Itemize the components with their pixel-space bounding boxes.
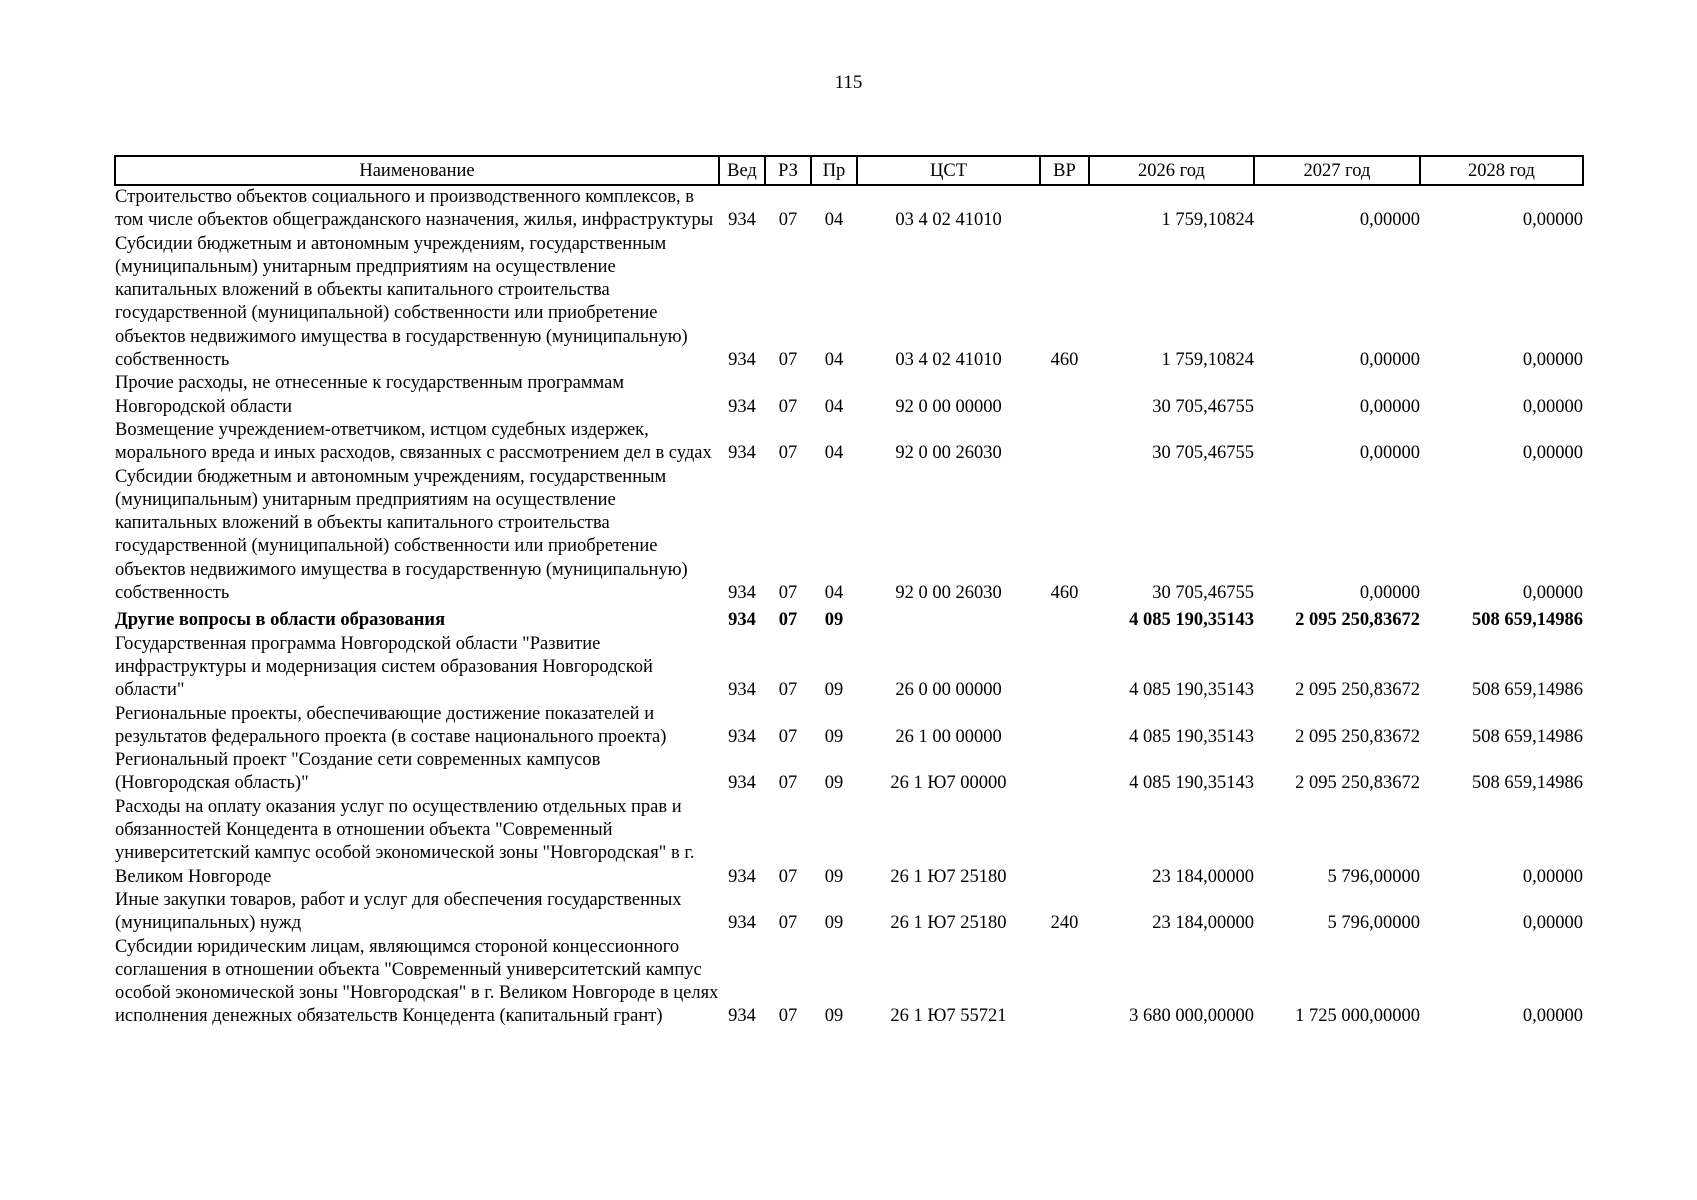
header-name: Наименование — [115, 156, 719, 185]
cell-2026: 1 759,10824 — [1161, 350, 1254, 371]
cell-vr: 240 — [1050, 913, 1079, 934]
cell-ved: 934 — [728, 866, 756, 887]
cell-2028: 0,00000 — [1522, 210, 1583, 231]
cell-name: Региональный проект "Создание сети современных кампусов (Новгородская область)" — [115, 750, 601, 794]
cell-pr: 04 — [824, 350, 844, 371]
cell-2026: 4 085 190,35143 — [1129, 726, 1254, 747]
cell-pr: 09 — [824, 726, 844, 747]
cell-vr — [1040, 936, 1089, 1029]
cell-pr: 09 — [824, 680, 844, 701]
cell-ved: 934 — [728, 583, 756, 604]
cell-ved: 934 — [728, 350, 756, 371]
cell-pr: 09 — [824, 913, 844, 934]
header-ved: Вед — [719, 156, 765, 185]
table-row — [115, 233, 1583, 373]
cell-2026: 23 184,00000 — [1152, 913, 1254, 934]
table-header-row — [115, 156, 1583, 185]
cell-2027: 0,00000 — [1359, 210, 1420, 231]
cell-2028: 0,00000 — [1522, 396, 1583, 417]
cell-name: Строительство объектов социального и производственного комплексов, в том числе объектов общегражданского назначения, жилья, инфраструктуры — [115, 187, 714, 231]
cell-cst: 26 0 00 00000 — [895, 680, 1002, 701]
cell-2026: 4 085 190,35143 — [1129, 773, 1254, 794]
cell-cst: 26 1 Ю7 00000 — [890, 773, 1007, 794]
cell-2026: 3 680 000,00000 — [1129, 1006, 1254, 1027]
cell-2027: 2 095 250,83672 — [1295, 680, 1420, 701]
table-row — [115, 889, 1583, 936]
table-row — [115, 185, 1583, 233]
cell-pr: 09 — [824, 610, 844, 631]
cell-2028: 508 659,14986 — [1472, 726, 1583, 747]
cell-ved: 934 — [728, 610, 756, 631]
cell-pr: 09 — [824, 773, 844, 794]
cell-vr — [1040, 372, 1089, 419]
cell-cst: 26 1 Ю7 55721 — [890, 1006, 1007, 1027]
cell-2027: 0,00000 — [1359, 396, 1420, 417]
cell-name: Прочие расходы, не отнесенные к государственным программам Новгородской области — [115, 373, 625, 417]
cell-pr: 04 — [824, 210, 844, 231]
cell-name: Иные закупки товаров, работ и услуг для обеспечения государственных (муниципальных) нужд — [115, 889, 682, 934]
header-vr: ВР — [1040, 156, 1089, 185]
cell-rz: 07 — [778, 610, 798, 631]
table-body — [115, 185, 1583, 1029]
cell-2026: 4 085 190,35143 — [1129, 680, 1254, 701]
table-row — [115, 703, 1583, 750]
cell-ved: 934 — [728, 773, 756, 794]
cell-2028: 0,00000 — [1522, 1006, 1583, 1027]
cell-pr: 04 — [824, 443, 844, 464]
cell-vr: 460 — [1050, 583, 1079, 604]
cell-2026: 30 705,46755 — [1152, 583, 1254, 604]
table-row — [115, 633, 1583, 703]
cell-cst: 92 0 00 26030 — [895, 583, 1002, 604]
header-cst: ЦСТ — [857, 156, 1040, 185]
cell-rz: 07 — [778, 443, 798, 464]
cell-cst — [857, 605, 1040, 632]
cell-cst: 92 0 00 26030 — [895, 443, 1002, 464]
cell-ved: 934 — [728, 680, 756, 701]
cell-cst: 03 4 02 41010 — [895, 210, 1002, 231]
cell-pr: 04 — [824, 396, 844, 417]
budget-table — [114, 155, 1584, 1029]
cell-name: Возмещение учреждением-ответчиком, истцом судебных издержек, морального вреда и иных расходов, связанных с рассмотрением дел в судах — [115, 419, 712, 464]
cell-2027: 2 095 250,83672 — [1295, 610, 1420, 631]
cell-2027: 0,00000 — [1359, 350, 1420, 371]
table-row — [115, 749, 1583, 796]
cell-pr: 09 — [824, 866, 844, 887]
header-2028: 2028 год — [1420, 156, 1583, 185]
cell-2028: 0,00000 — [1522, 583, 1583, 604]
cell-2027: 5 796,00000 — [1327, 913, 1420, 934]
cell-rz: 07 — [778, 726, 798, 747]
header-2027: 2027 год — [1254, 156, 1420, 185]
cell-2027: 2 095 250,83672 — [1295, 773, 1420, 794]
cell-vr — [1040, 185, 1089, 233]
header-2026: 2026 год — [1089, 156, 1254, 185]
cell-pr: 04 — [824, 583, 844, 604]
cell-2028: 508 659,14986 — [1472, 773, 1583, 794]
cell-rz: 07 — [778, 350, 798, 371]
cell-2026: 30 705,46755 — [1152, 396, 1254, 417]
cell-cst: 26 1 Ю7 25180 — [890, 866, 1007, 887]
cell-cst: 26 1 00 00000 — [895, 726, 1002, 747]
cell-2028: 508 659,14986 — [1472, 610, 1583, 631]
cell-2027: 5 796,00000 — [1327, 866, 1420, 887]
cell-2027: 2 095 250,83672 — [1295, 726, 1420, 747]
cell-ved: 934 — [728, 396, 756, 417]
table-row — [115, 466, 1583, 606]
cell-rz: 07 — [778, 1006, 798, 1027]
cell-rz: 07 — [778, 583, 798, 604]
cell-2027: 0,00000 — [1359, 443, 1420, 464]
cell-name: Субсидии юридическим лицам, являющимся стороной концессионного соглашения в отношении объекта "Современный университетский кампус особой экономической зоны "Новгородская" в г. Великом Новгороде в целях исполнения денежных обязательств Концедента (капитальный грант) — [115, 936, 719, 1027]
cell-2026: 23 184,00000 — [1152, 866, 1254, 887]
cell-name: Расходы на оплату оказания услуг по осуществлению отдельных прав и обязанностей Концедента в отношении объекта "Современный университетский кампус особой экономической зоны "Новгородская" в г. Великом Новгороде — [115, 796, 695, 887]
cell-rz: 07 — [778, 396, 798, 417]
cell-name: Субсидии бюджетным и автономным учреждениям, государственным (муниципальным) унитарным предприятиям на осуществление капитальных вложений в объекты капитального строительства государственной (муниципальной) собственности или приобретение объектов недвижимого имущества в государственную (муниципальную) собственность — [115, 233, 688, 371]
cell-ved: 934 — [728, 1006, 756, 1027]
cell-pr: 09 — [824, 1006, 844, 1027]
cell-vr — [1040, 605, 1089, 632]
section-total-row — [115, 605, 1583, 632]
table-row — [115, 372, 1583, 419]
cell-ved: 934 — [728, 726, 756, 747]
cell-cst: 03 4 02 41010 — [895, 350, 1002, 371]
cell-cst: 92 0 00 00000 — [895, 396, 1002, 417]
cell-2026: 4 085 190,35143 — [1129, 610, 1254, 631]
cell-ved: 934 — [728, 210, 756, 231]
page-number: 115 — [834, 72, 863, 93]
cell-ved: 934 — [728, 443, 756, 464]
cell-2028: 508 659,14986 — [1472, 680, 1583, 701]
cell-rz: 07 — [778, 913, 798, 934]
cell-2027: 1 725 000,00000 — [1295, 1006, 1420, 1027]
cell-2026: 30 705,46755 — [1152, 443, 1254, 464]
cell-ved: 934 — [728, 913, 756, 934]
cell-rz: 07 — [778, 866, 798, 887]
cell-name: Другие вопросы в области образования — [115, 610, 446, 631]
cell-vr — [1040, 796, 1089, 889]
cell-2027: 0,00000 — [1359, 583, 1420, 604]
table-row — [115, 796, 1583, 889]
cell-2028: 0,00000 — [1522, 866, 1583, 887]
cell-2028: 0,00000 — [1522, 350, 1583, 371]
cell-rz: 07 — [778, 680, 798, 701]
cell-vr — [1040, 703, 1089, 750]
cell-2028: 0,00000 — [1522, 913, 1583, 934]
cell-rz: 07 — [778, 773, 798, 794]
cell-vr — [1040, 749, 1089, 796]
cell-2028: 0,00000 — [1522, 443, 1583, 464]
table-row — [115, 936, 1583, 1029]
cell-vr — [1040, 419, 1089, 466]
cell-vr — [1040, 633, 1089, 703]
header-pr: Пр — [811, 156, 857, 185]
cell-2026: 1 759,10824 — [1161, 210, 1254, 231]
cell-rz: 07 — [778, 210, 798, 231]
header-rz: РЗ — [765, 156, 811, 185]
cell-name: Государственная программа Новгородской области "Развитие инфраструктуры и модернизация систем образования Новгородской области" — [115, 633, 653, 701]
cell-name: Субсидии бюджетным и автономным учреждениям, государственным (муниципальным) унитарным предприятиям на осуществление капитальных вложений в объекты капитального строительства государственной (муниципальной) собственности или приобретение объектов недвижимого имущества в государственную (муниципальную) собственность — [115, 466, 688, 604]
cell-vr: 460 — [1050, 350, 1079, 371]
cell-name: Региональные проекты, обеспечивающие достижение показателей и результатов федерального проекта (в составе национального проекта) — [115, 703, 667, 747]
cell-cst: 26 1 Ю7 25180 — [890, 913, 1007, 934]
table-row — [115, 419, 1583, 466]
